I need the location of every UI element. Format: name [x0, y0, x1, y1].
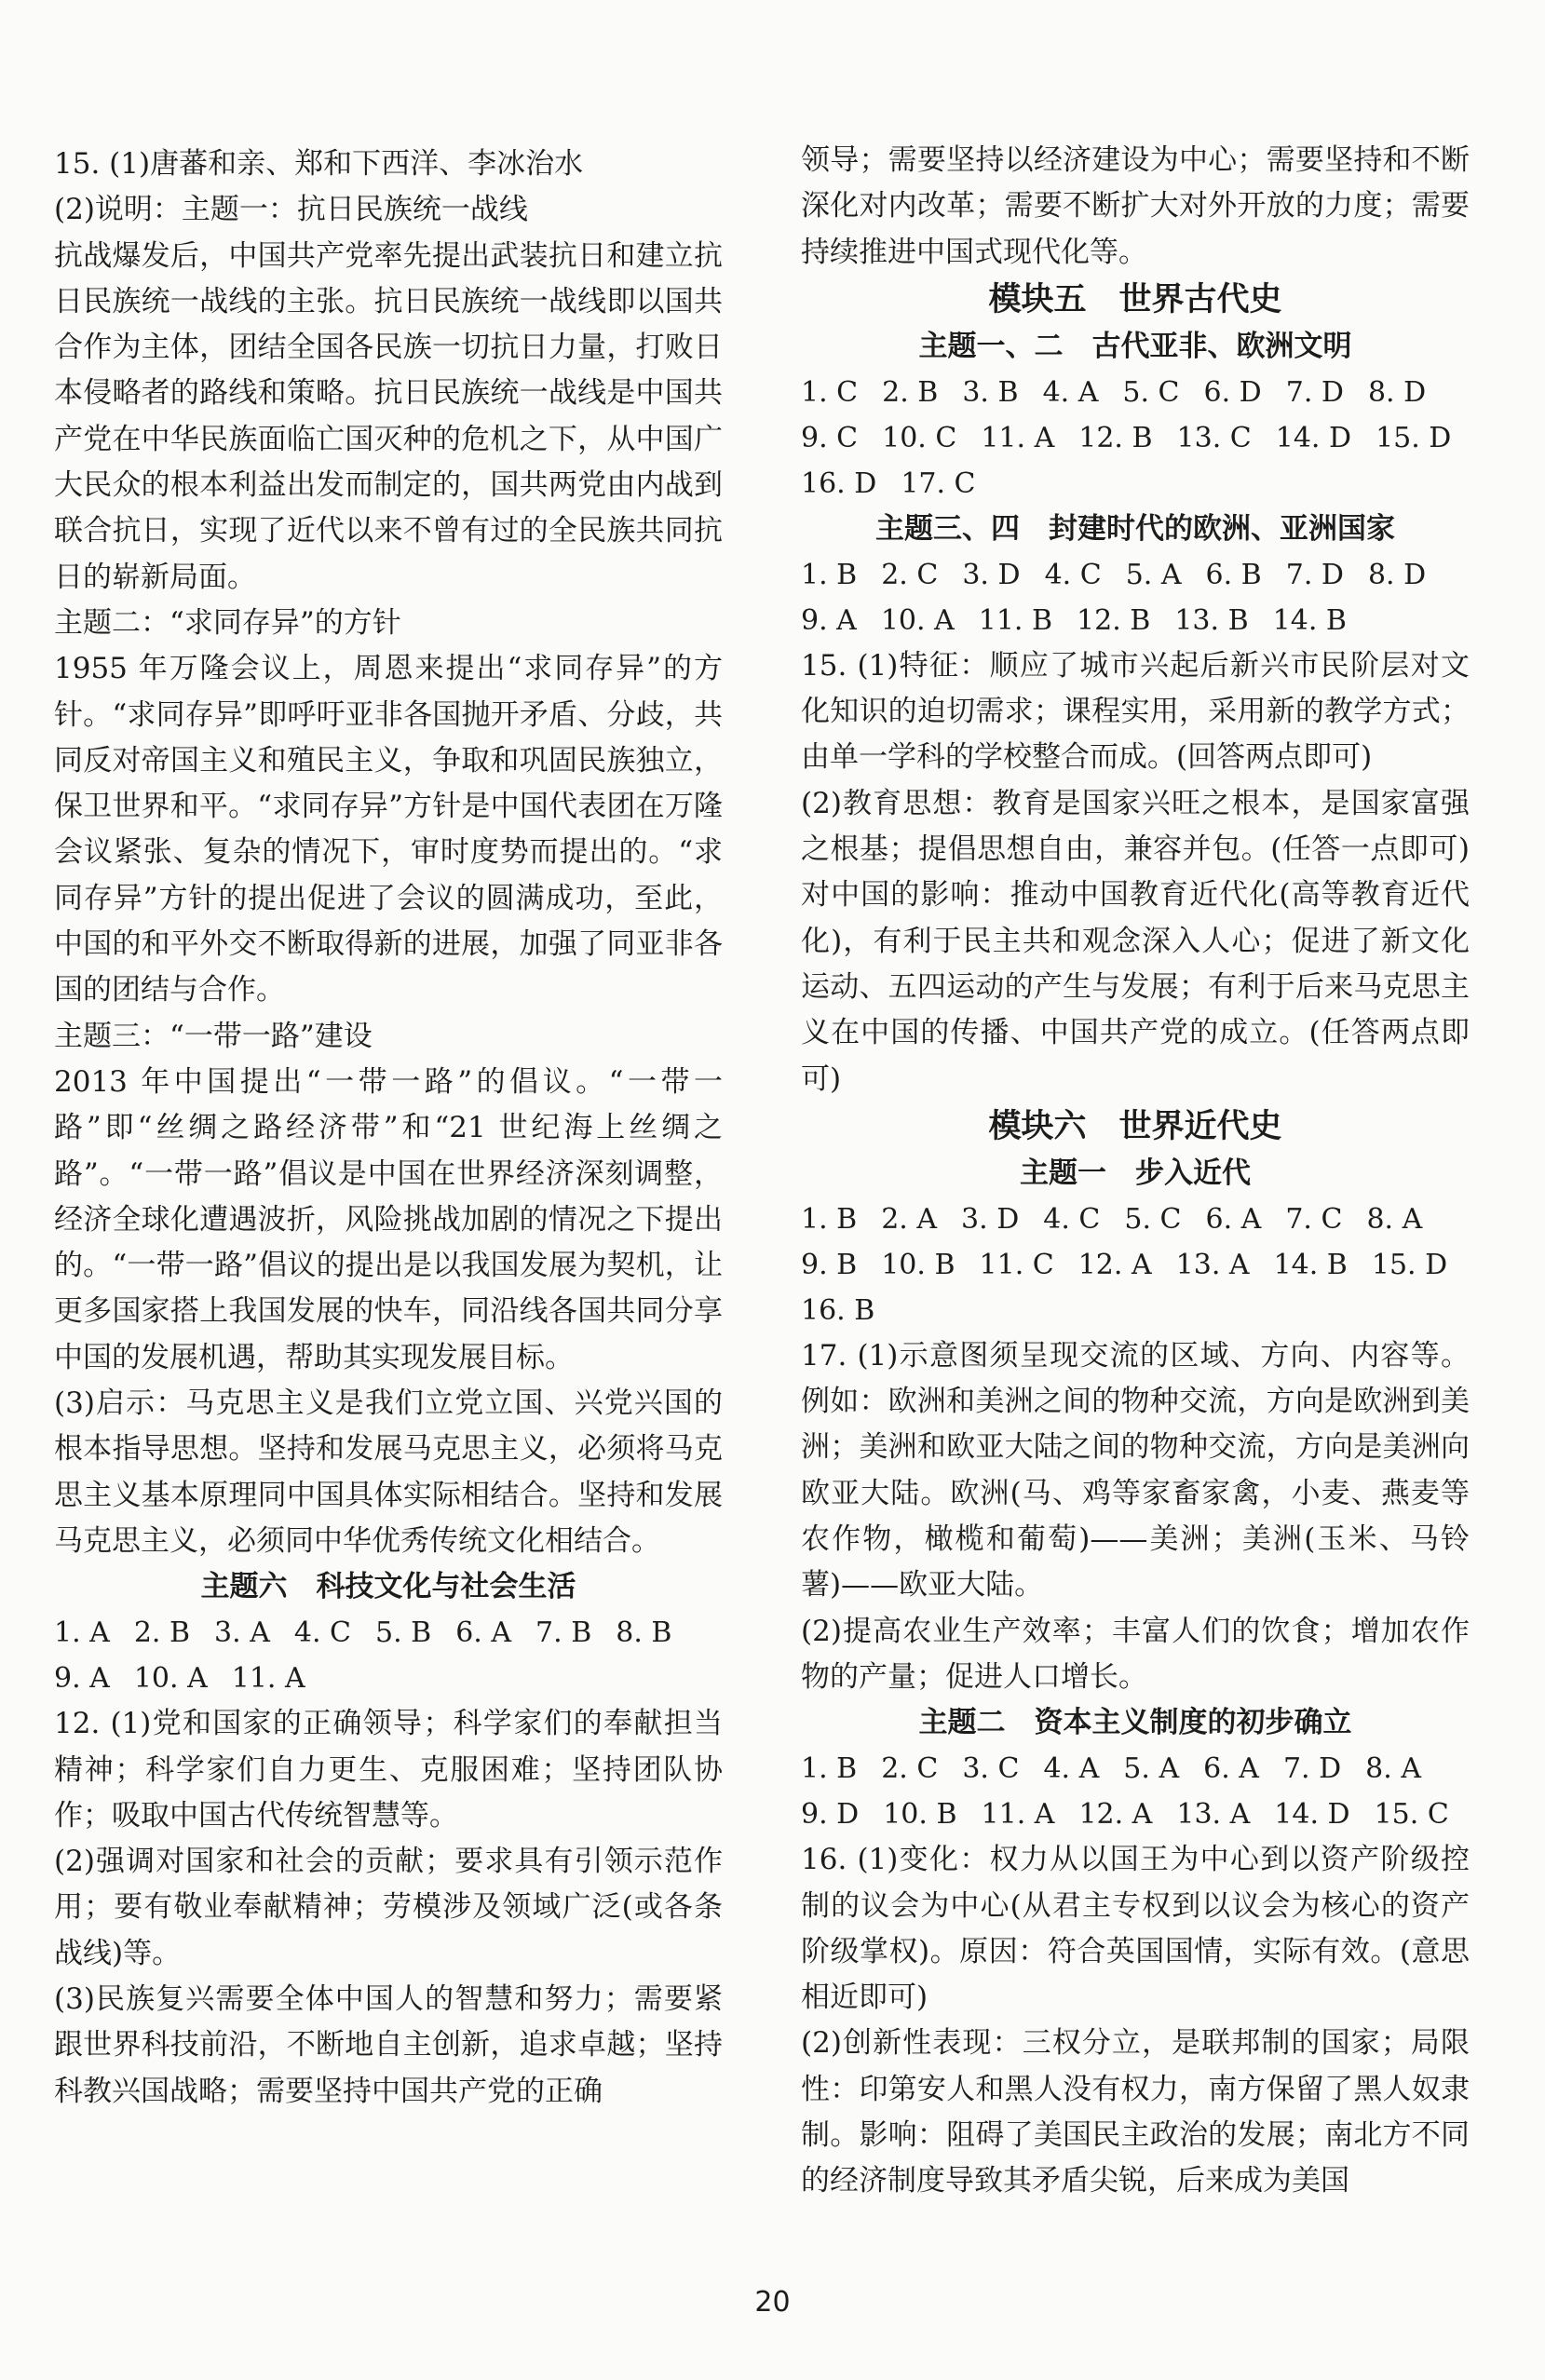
answer: 5. B: [375, 1616, 432, 1650]
answer: 11. A: [981, 421, 1055, 454]
answer: 8. D: [1367, 558, 1427, 591]
q12-continuation: 领导；需要坚持以经济建设为中心；需要坚持和不断深化对内改革；需要不断扩大对外开放的力度；需要持续推进中国式现代化等。: [801, 143, 1470, 269]
answer: 15. D: [1376, 421, 1452, 454]
q12-part1: 12. (1)党和国家的正确领导；科学家们的奉献担当精神；科学家们自力更生、克服困难；坚持团队协作；吸取中国古代传统智慧等。: [54, 1707, 723, 1832]
answer: 13. A: [1176, 1798, 1251, 1832]
answer-row: [801, 370, 1470, 415]
answer: 5. C: [1122, 375, 1180, 409]
answer: 12. A: [1078, 1798, 1153, 1832]
answer: 9. A: [801, 603, 857, 637]
answer: 9. A: [54, 1662, 110, 1696]
answer: 1. B: [801, 1202, 858, 1236]
answer-row: [54, 1656, 723, 1701]
answer-row: [801, 461, 1470, 507]
answer-row: [801, 1746, 1470, 1792]
answer: 16. D: [801, 467, 877, 500]
answer: 4. C: [1044, 558, 1102, 591]
q15-part1-right: 15. (1)特征：顺应了城市兴起后新兴市民阶层对文化知识的迫切需求；课程实用，采用新的教学方式；由单一学科的学校整合而成。(回答两点即可): [801, 648, 1470, 775]
answer: 4. A: [1043, 1752, 1100, 1786]
answer: 2. C: [881, 558, 939, 591]
theme2-text: 1955 年万隆会议上，周恩来提出“求同存异”的方针。“求同存异”即呼吁亚非各国抛开矛盾、分歧，共同反对帝国主义和殖民主义，争取和巩固民族独立，保卫世界和平。“求同存异”方针是中国代表团在万隆会议紧张、复杂的情况下，审时度势而提出的。“求同存异”方针的提出促进了会议的圆满成功，至此，中国的和平外交不断取得新的进展，加强了同亚非各国的团结与合作。: [54, 652, 723, 1007]
answer: 15. C: [1374, 1798, 1449, 1832]
answer: 11. C: [979, 1248, 1054, 1281]
theme12-title: 主题一、二 古代亚非、欧洲文明: [918, 329, 1352, 363]
answer: 10. C: [882, 421, 957, 454]
answer: 9. D: [801, 1798, 860, 1832]
answer: 10. B: [881, 1248, 955, 1281]
answer: 10. B: [883, 1798, 957, 1832]
answer: 13. B: [1174, 603, 1249, 637]
q15-part3: (3)启示：马克思主义是我们立党立国、兴党兴国的根本指导思想。坚持和发展马克思主义，必须将马克思主义基本原理同中国具体实际相结合。坚持和发展马克思主义，必须同中华优秀传统文化相结合。: [54, 1386, 723, 1558]
answer: 14. D: [1274, 1798, 1350, 1832]
answer: 2. C: [881, 1752, 939, 1786]
answer: 3. D: [962, 558, 1021, 591]
answer: 6. A: [455, 1616, 512, 1650]
answer: 8. D: [1367, 375, 1427, 409]
answer: 2. A: [881, 1202, 938, 1236]
q17-part1: 17. (1)示意图须呈现交流的区域、方向、内容等。例如：欧洲和美洲之间的物种交流，方向是欧洲到美洲；美洲和欧亚大陆之间的物种交流，方向是美洲向欧亚大陆。欧洲(马、鸡等家畜家禽，小麦、燕麦等农作物，橄榄和葡萄)——美洲；美洲(玉米、马铃薯)——欧亚大陆。: [801, 1338, 1470, 1602]
q16-part2: (2)创新性表现：三权分立，是联邦制的国家；局限性：印第安人和黑人没有权力，南方保留了黑人奴隶制。影响：阻碍了美国民主政治的发展；南北方不同的经济制度导致其矛盾尖锐，后来成为美国: [801, 2026, 1470, 2198]
answer: 13. A: [1175, 1248, 1250, 1281]
answer: 5. A: [1125, 558, 1182, 591]
answer: 6. D: [1203, 375, 1262, 409]
answer-row: [801, 1242, 1470, 1288]
answer: 6. A: [1205, 1202, 1262, 1236]
answer: 9. C: [801, 421, 859, 454]
answer: 1. C: [801, 375, 859, 409]
answer: 5. C: [1124, 1202, 1182, 1236]
answer: 2. B: [133, 1616, 191, 1650]
q17-part2: (2)提高农业生产效率；丰富人们的饮食；增加农作物的产量；促进人口增长。: [801, 1614, 1470, 1694]
answer-row: [801, 552, 1470, 598]
answer: 11. A: [231, 1662, 305, 1696]
answer: 4. C: [293, 1616, 351, 1650]
module6-title: 模块六 世界近代史: [988, 1107, 1282, 1145]
answer: 10. A: [133, 1662, 208, 1696]
answer-row: [801, 415, 1470, 461]
answer-row: [54, 1610, 723, 1656]
theme6-title: 主题六 科技文化与社会生活: [200, 1570, 576, 1604]
answer: 11. B: [978, 603, 1053, 637]
q16-part1: 16. (1)变化：权力从以国王为中心到以资产阶级控制的议会为中心(从君主专权到以议会为核心的资产阶级掌权)。原因：符合英国国情，实际有效。(意思相近即可): [801, 1843, 1470, 2015]
answer-row: [801, 1288, 1470, 1333]
answer-row: [801, 598, 1470, 643]
q15-part2-right: (2)教育思想：教育是国家兴旺之根本，是国家富强之根基；提倡思想自由，兼容并包。(任答一点即可)对中国的影响：推动中国教育近代化(高等教育近代化)，有利于民主共和观念深入人心；促进了新文化运动、五四运动的产生与发展；有利于后来马克思主义在中国的传播、中国共产党的成立。(任答两点即可): [801, 786, 1470, 1096]
answer: 10. A: [880, 603, 955, 637]
answer: 15. D: [1371, 1248, 1448, 1281]
answer: 12. A: [1077, 1248, 1152, 1281]
q15-part1: 15. (1)唐蕃和亲、郑和下西洋、李冰治水: [54, 147, 584, 181]
answer: 16. B: [801, 1293, 875, 1327]
answer: 4. A: [1042, 375, 1099, 409]
theme3-heading: 主题三：“一带一路”建设: [54, 1019, 373, 1053]
answer: 3. C: [962, 1752, 1020, 1786]
answer: 1. B: [801, 558, 858, 591]
answer: 6. B: [1205, 558, 1262, 591]
answer: 8. A: [1365, 1752, 1421, 1786]
page-number: 20: [754, 2286, 791, 2319]
answer: 7. B: [535, 1616, 592, 1650]
answer: 3. A: [214, 1616, 270, 1650]
answer: 4. C: [1043, 1202, 1101, 1236]
answer: 3. B: [962, 375, 1019, 409]
answer-row: [801, 1197, 1470, 1242]
q12-part3: (3)民族复兴需要全体中国人的智慧和努力；需要紧跟世界科技前沿，不断地自主创新，追求卓越；坚持科教兴国战略；需要坚持中国共产党的正确: [54, 1981, 723, 2108]
answer: 1. B: [801, 1752, 858, 1786]
theme2-heading: 主题二：“求同存异”的方针: [54, 605, 401, 640]
q12-part2: (2)强调对国家和社会的贡献；要求具有引领示范作用；要有敬业奉献精神；劳模涉及领域广泛(或各条战线)等。: [54, 1845, 723, 1970]
answer: 7. D: [1282, 1752, 1342, 1786]
answer: 9. B: [801, 1248, 858, 1281]
answer: 13. C: [1176, 421, 1252, 454]
answer: 8. B: [616, 1616, 672, 1650]
theme34-title: 主题三、四 封建时代的欧洲、亚洲国家: [875, 511, 1395, 546]
answer: 2. B: [882, 375, 939, 409]
theme3-text: 2013 年中国提出“一带一路”的倡议。“一带一路”即“丝绸之路经济带”和“21 世纪海上丝绸之路”。“一带一路”倡议是中国在世界经济深刻调整，经济全球化遭遇波折，风险挑战加剧的情况之下提出的。“一带一路”倡议的提出是以我国发展为契机，让更多国家搭上我国发展的快车，同沿线各国共同分享中国的发展机遇，帮助其实现发展目标。: [54, 1064, 723, 1374]
theme1-title: 主题一 步入近代: [1020, 1156, 1251, 1190]
answer: 5. A: [1123, 1752, 1180, 1786]
left-column: [54, 142, 723, 2115]
answer-row: [801, 1792, 1470, 1837]
answer: 14. D: [1275, 421, 1352, 454]
module5-title: 模块五 世界古代史: [988, 280, 1282, 318]
answer: 17. C: [901, 467, 976, 500]
answer: 8. A: [1366, 1202, 1423, 1236]
answer: 1. A: [54, 1616, 110, 1650]
theme2-title-right: 主题二 资本主义制度的初步确立: [918, 1706, 1352, 1740]
right-column: [801, 138, 1470, 2205]
answer: 7. C: [1285, 1202, 1343, 1236]
answer: 12. B: [1077, 603, 1151, 637]
answer: 11. A: [981, 1798, 1055, 1832]
answer: 6. A: [1203, 1752, 1259, 1786]
q15-part2-text: 抗战爆发后，中国共产党率先提出武装抗日和建立抗日民族统一战线的主张。抗日民族统一战线即以国共合作为主体，团结全国各民族一切抗日力量，打败日本侵略者的路线和策略。抗日民族统一战线是中国共产党在中华民族面临亡国灭种的危机之下，从中国广大民众的根本利益出发而制定的，国共两党由内战到联合抗日，实现了近代以来不曾有过的全民族共同抗日的崭新局面。: [54, 238, 723, 594]
answer: 3. D: [961, 1202, 1020, 1236]
q15-part2-heading: (2)说明：主题一：抗日民族统一战线: [54, 193, 528, 227]
answer: 7. D: [1285, 558, 1344, 591]
answer: 14. B: [1273, 1248, 1348, 1281]
answer: 7. D: [1285, 375, 1344, 409]
answer: 14. B: [1272, 603, 1347, 637]
answer: 12. B: [1078, 421, 1153, 454]
